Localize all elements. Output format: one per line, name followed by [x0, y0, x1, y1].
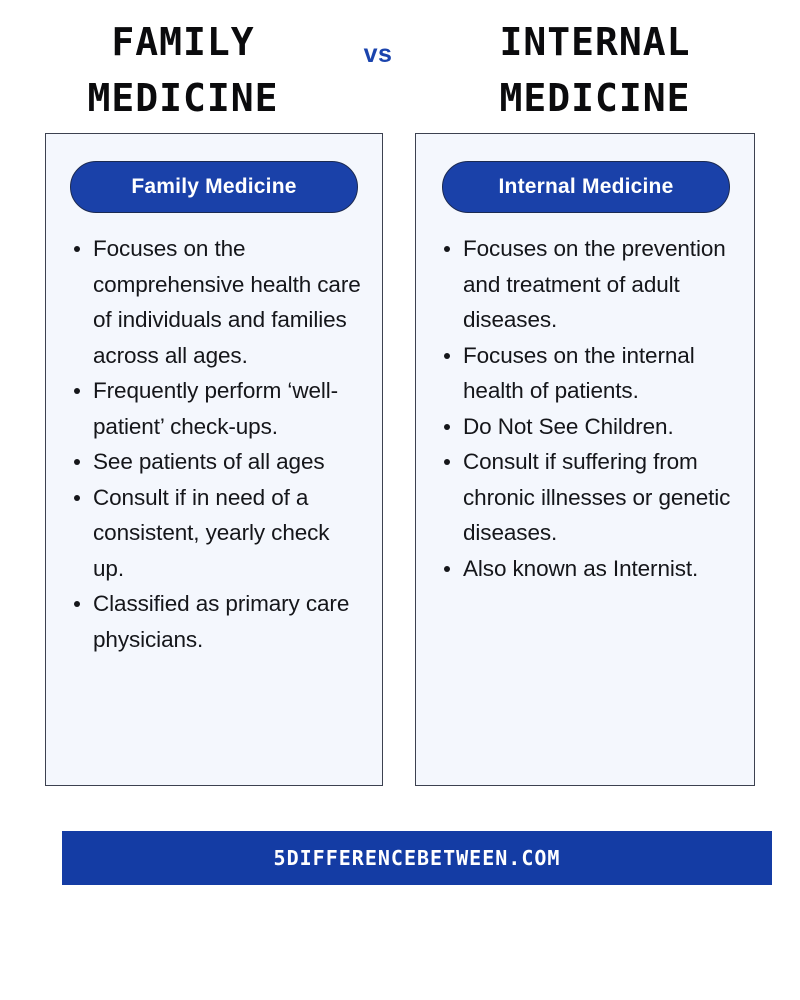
comparison-card-family-medicine [45, 133, 383, 786]
list-item: Do Not See Children. [436, 409, 742, 445]
list-item: Focuses on the internal health of patients. [436, 338, 742, 409]
page-title-left: FAMILY MEDICINE [87, 20, 279, 120]
list-item: Also known as Internist. [436, 551, 742, 587]
page-title-right: INTERNAL MEDICINE [499, 20, 691, 120]
comparison-card-internal-medicine [415, 133, 755, 786]
versus-label: vs [363, 40, 393, 68]
bullet-list-internal-medicine [436, 231, 742, 586]
list-item: Focuses on the prevention and treatment of adult diseases. [436, 231, 742, 338]
list-item: Frequently perform ‘well-patient’ check-ups. [66, 373, 366, 444]
footer-site-banner: 5DIFFERENCEBETWEEN.COM [62, 831, 772, 885]
card-heading-pill-internal-medicine: Internal Medicine [442, 161, 730, 213]
list-item: Consult if in need of a consistent, yearly check up. [66, 480, 366, 587]
list-item: Classified as primary care physicians. [66, 586, 366, 657]
card-heading-pill-family-medicine: Family Medicine [70, 161, 358, 213]
list-item: Consult if suffering from chronic illnesses or genetic diseases. [436, 444, 742, 551]
bullet-list-family-medicine [66, 231, 366, 657]
list-item: See patients of all ages [66, 444, 366, 480]
header [0, 0, 800, 128]
list-item: Focuses on the comprehensive health care of individuals and families across all ages. [66, 231, 366, 373]
